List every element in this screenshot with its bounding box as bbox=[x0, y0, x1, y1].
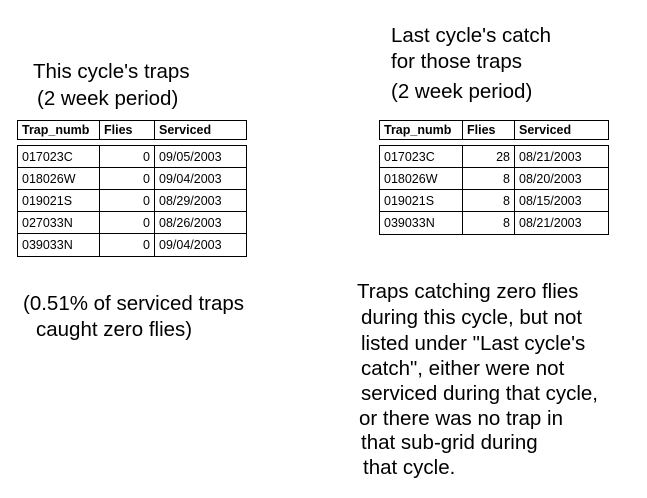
table-row bbox=[380, 190, 608, 212]
flies-cell: 0 bbox=[99, 146, 154, 167]
column-header-trap-number: Trap_numb bbox=[384, 123, 452, 137]
left-trap-table bbox=[17, 120, 247, 257]
trap-number-cell: 027033N bbox=[22, 215, 73, 230]
flies-cell: 0 bbox=[99, 168, 154, 189]
right-note-line-1: Traps catching zero flies bbox=[357, 280, 579, 303]
left-note-line-2: caught zero flies) bbox=[36, 318, 193, 341]
right-table-body bbox=[379, 145, 609, 235]
right-note-line-2: during this cycle, but not bbox=[361, 306, 583, 329]
left-table-body bbox=[17, 145, 247, 257]
trap-number-cell: 019021S bbox=[22, 193, 73, 208]
serviced-date-cell: 08/15/2003 bbox=[514, 190, 608, 211]
table-row bbox=[380, 146, 608, 168]
trap-number-cell: 017023C bbox=[384, 149, 435, 164]
table-row bbox=[380, 168, 608, 190]
right-note-line-4: catch", either were not bbox=[361, 357, 565, 380]
serviced-date-cell: 09/04/2003 bbox=[154, 168, 246, 189]
right-heading-line-2: for those traps bbox=[391, 50, 523, 73]
trap-number-cell: 018026W bbox=[22, 171, 76, 186]
column-header-serviced: Serviced bbox=[154, 121, 246, 139]
serviced-date-cell: 08/29/2003 bbox=[154, 190, 246, 211]
table-row bbox=[18, 212, 246, 234]
trap-number-cell: 017023C bbox=[22, 149, 73, 164]
left-heading-line-2: (2 week period) bbox=[37, 87, 179, 110]
flies-cell: 0 bbox=[99, 190, 154, 211]
trap-number-cell: 039033N bbox=[384, 216, 435, 230]
right-heading-line-1: Last cycle's catch bbox=[391, 24, 552, 47]
serviced-date-cell: 09/04/2003 bbox=[154, 234, 246, 256]
right-note-line-5: serviced during that cycle, bbox=[361, 382, 599, 405]
table-row bbox=[18, 146, 246, 168]
flies-cell: 8 bbox=[462, 212, 514, 234]
right-note-line-6: or there was no trap in bbox=[359, 407, 563, 430]
trap-number-cell: 039033N bbox=[22, 238, 73, 252]
serviced-date-cell: 08/20/2003 bbox=[514, 168, 608, 189]
column-header-flies: Flies bbox=[99, 121, 154, 139]
right-table-header bbox=[379, 120, 609, 140]
left-table-header bbox=[17, 120, 247, 140]
trap-number-cell: 019021S bbox=[384, 193, 435, 208]
left-heading-line-1: This cycle's traps bbox=[33, 60, 190, 83]
table-row bbox=[18, 168, 246, 190]
column-header-flies: Flies bbox=[462, 121, 514, 139]
right-note-line-3: listed under "Last cycle's bbox=[361, 332, 586, 355]
flies-cell: 28 bbox=[462, 146, 514, 167]
right-note-line-8: that cycle. bbox=[363, 456, 456, 479]
table-row bbox=[380, 212, 608, 234]
serviced-date-cell: 09/05/2003 bbox=[154, 146, 246, 167]
column-header-trap-number: Trap_numb bbox=[22, 123, 90, 137]
flies-cell: 8 bbox=[462, 190, 514, 211]
serviced-date-cell: 08/21/2003 bbox=[514, 146, 608, 167]
column-header-serviced: Serviced bbox=[514, 121, 608, 139]
flies-cell: 0 bbox=[99, 212, 154, 233]
right-note-line-7: that sub-grid during bbox=[361, 431, 538, 454]
left-note-line-1: (0.51% of serviced traps bbox=[23, 292, 245, 315]
trap-number-cell: 018026W bbox=[384, 171, 438, 186]
table-row bbox=[18, 190, 246, 212]
right-heading-line-3: (2 week period) bbox=[391, 80, 533, 103]
flies-cell: 0 bbox=[99, 234, 154, 256]
serviced-date-cell: 08/26/2003 bbox=[154, 212, 246, 233]
right-trap-table bbox=[379, 120, 609, 235]
serviced-date-cell: 08/21/2003 bbox=[514, 212, 608, 234]
table-row bbox=[18, 234, 246, 256]
flies-cell: 8 bbox=[462, 168, 514, 189]
